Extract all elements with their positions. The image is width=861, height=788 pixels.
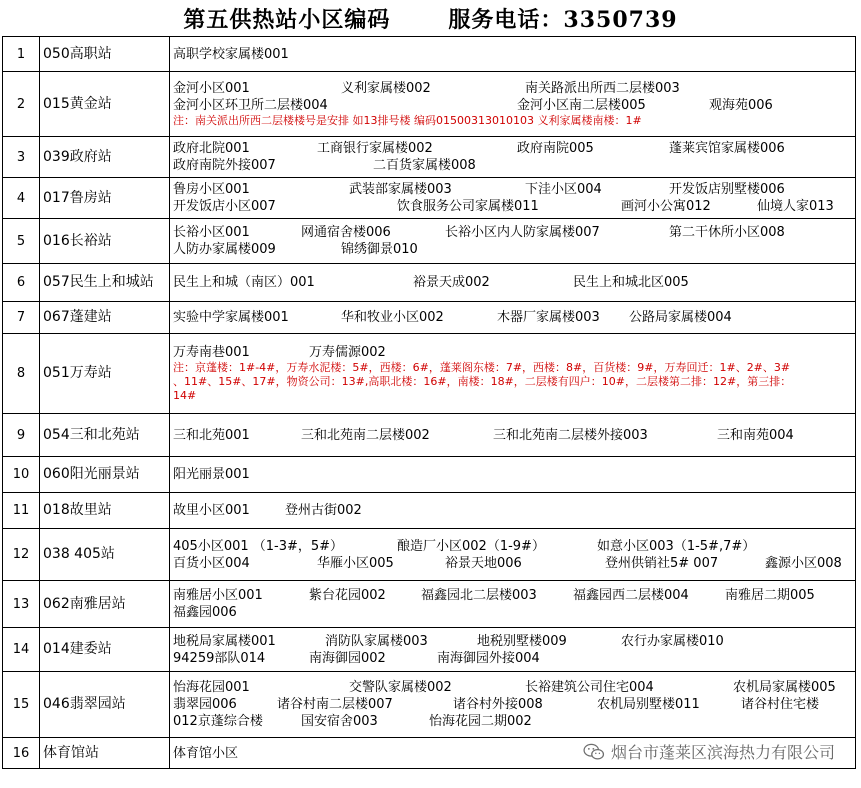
community-entry: 万寿南巷001 — [173, 345, 250, 360]
community-entry: 第二干休所小区008 — [669, 225, 785, 240]
community-entry: 下洼小区004 — [525, 182, 602, 197]
community-cell — [170, 581, 856, 628]
table-row — [3, 72, 856, 137]
community-entry: 金河小区南二层楼005 — [517, 98, 646, 113]
community-entry: 开发饭店别墅楼006 — [669, 182, 785, 197]
table-row — [3, 457, 856, 493]
page-title — [0, 0, 861, 36]
community-entry: 消防队家属楼003 — [325, 633, 428, 649]
community-entry: 义利家属楼002 — [341, 81, 431, 96]
community-entry: 网通宿舍楼006 — [301, 225, 391, 240]
community-entry: 工商银行家属楼002 — [317, 141, 433, 156]
row-number: 6 — [3, 264, 40, 302]
note-text: 注：南关派出所西二层楼楼号是安排 如13排号楼 编码01500313010103 义利家属楼南楼：1# — [173, 114, 642, 127]
community-entry: 福鑫园006 — [173, 605, 237, 620]
community-cell — [170, 529, 856, 581]
community-entry: 三和北苑南二层楼外接003 — [493, 427, 648, 443]
row-number: 15 — [3, 672, 40, 738]
community-entry: 诸谷村外接008 — [453, 697, 543, 712]
watermark — [583, 740, 835, 763]
community-entry: 二百货家属楼008 — [373, 158, 476, 173]
station-name: 016长裕站 — [40, 219, 170, 264]
community-cell — [170, 414, 856, 457]
community-entry: 诸谷村住宅楼 — [741, 697, 820, 712]
note-text: 注：京蓬楼：1#-4#，万寿水泥楼：5#，西楼：6#，蓬莱阁东楼：7#，西楼：8#，百货楼：9#，万寿回迁：1#、2#、3# — [173, 361, 791, 374]
row-number: 16 — [3, 738, 40, 769]
community-entry: 地税局家属楼001 — [173, 633, 276, 649]
row-number: 13 — [3, 581, 40, 628]
row-number: 12 — [3, 529, 40, 581]
table-row — [3, 37, 856, 72]
table-row — [3, 414, 856, 457]
watermark-text: 烟台市蓬莱区滨海热力有限公司 — [610, 743, 835, 762]
community-cell — [170, 72, 856, 137]
community-entry: 南雅居小区001 — [173, 588, 263, 603]
community-cell — [170, 37, 856, 72]
community-entry: 华和牧业小区002 — [341, 310, 444, 325]
station-name: 062南雅居站 — [40, 581, 170, 628]
community-entry: 国安宿舍003 — [301, 714, 378, 729]
service-phone: 服务电话：3350739 — [448, 6, 678, 33]
community-entry: 长裕建筑公司住宅004 — [525, 680, 654, 695]
station-name: 067蓬建站 — [40, 302, 170, 334]
community-cell — [170, 334, 856, 414]
community-entry: 万寿儒源002 — [309, 345, 386, 360]
community-entry: 仙境人家013 — [757, 199, 834, 214]
community-entry: 政府北院001 — [173, 141, 250, 156]
community-cell — [170, 457, 856, 493]
station-name: 046翡翠园站 — [40, 672, 170, 738]
community-entry: 裕景天成002 — [413, 275, 490, 290]
community-entry: 南雅居二期005 — [725, 588, 815, 603]
title-left: 第五供热站小区编码 — [183, 6, 391, 33]
table-row — [3, 302, 856, 334]
community-entry: 南海御园外接004 — [437, 650, 540, 666]
row-number: 5 — [3, 219, 40, 264]
community-entry: 登州供销社5# 007 — [605, 555, 719, 571]
community-entry: 饮食服务公司家属楼011 — [397, 199, 539, 214]
community-cell — [170, 137, 856, 178]
station-name: 050高职站 — [40, 37, 170, 72]
community-entry: 福鑫园北二层楼003 — [421, 588, 537, 603]
community-entry: 405小区001 （1-3#，5#） — [173, 538, 344, 554]
community-entry: 政府南院外接007 — [173, 158, 276, 173]
community-cell — [170, 178, 856, 219]
community-entry: 酿造厂小区002（1-9#） — [397, 538, 545, 554]
community-entry: 华雁小区005 — [317, 555, 394, 571]
table-row — [3, 178, 856, 219]
community-code-table — [2, 36, 856, 769]
community-entry: 故里小区001 — [173, 503, 250, 518]
community-cell — [170, 302, 856, 334]
community-entry: 三和北苑南二层楼002 — [301, 427, 430, 443]
row-number: 10 — [3, 457, 40, 493]
community-entry: 长裕小区内人防家属楼007 — [445, 225, 600, 240]
community-entry: 裕景天地006 — [445, 555, 522, 571]
row-number: 8 — [3, 334, 40, 414]
row-number: 14 — [3, 628, 40, 672]
table-row — [3, 137, 856, 178]
station-name: 051万寿站 — [40, 334, 170, 414]
row-number: 3 — [3, 137, 40, 178]
community-entry: 金河小区环卫所二层楼004 — [173, 98, 328, 113]
community-entry: 012京蓬综合楼 — [173, 714, 263, 729]
station-name: 039政府站 — [40, 137, 170, 178]
community-cell — [170, 672, 856, 738]
station-name: 060阳光丽景站 — [40, 457, 170, 493]
community-entry: 蓬莱宾馆家属楼006 — [669, 141, 785, 156]
community-entry: 民生上和城（南区）001 — [173, 275, 315, 290]
table-row — [3, 628, 856, 672]
community-entry: 诸谷村南二层楼007 — [277, 697, 393, 712]
table-row — [3, 581, 856, 628]
table-row — [3, 264, 856, 302]
community-entry: 长裕小区001 — [173, 225, 250, 240]
community-cell — [170, 628, 856, 672]
community-entry: 怡海花园二期002 — [429, 714, 532, 729]
community-entry: 三和南苑004 — [717, 427, 794, 443]
community-entry: 翡翠园006 — [173, 697, 237, 712]
community-entry: 如意小区003（1-5#,7#） — [597, 538, 756, 554]
community-entry: 金河小区001 — [173, 81, 250, 96]
community-entry: 鲁房小区001 — [173, 182, 250, 197]
community-entry: 高职学校家属楼001 — [173, 46, 289, 62]
community-entry: 体育馆小区 — [173, 745, 239, 761]
community-entry: 南海御园002 — [309, 650, 386, 666]
station-name: 014建委站 — [40, 628, 170, 672]
row-number: 1 — [3, 37, 40, 72]
station-name: 015黄金站 — [40, 72, 170, 137]
table-row — [3, 219, 856, 264]
community-entry: 政府南院005 — [517, 141, 594, 156]
row-number: 11 — [3, 493, 40, 529]
community-entry: 木器厂家属楼003 — [497, 310, 600, 325]
community-entry: 地税别墅楼009 — [477, 633, 567, 649]
station-name: 054三和北苑站 — [40, 414, 170, 457]
table-row — [3, 493, 856, 529]
community-cell — [170, 219, 856, 264]
community-cell — [170, 264, 856, 302]
row-number: 7 — [3, 302, 40, 334]
community-entry: 农机局家属楼005 — [733, 680, 836, 695]
row-number: 2 — [3, 72, 40, 137]
table-row — [3, 529, 856, 581]
station-name: 体育馆站 — [40, 738, 170, 769]
community-entry: 民生上和城北区005 — [573, 275, 689, 290]
community-entry: 交警队家属楼002 — [349, 680, 452, 695]
community-entry: 登州古街002 — [285, 503, 362, 518]
community-entry: 鑫源小区008 — [765, 555, 842, 571]
community-entry: 开发饭店小区007 — [173, 199, 276, 214]
community-entry: 公路局家属楼004 — [629, 310, 732, 325]
community-entry: 农行办家属楼010 — [621, 633, 724, 649]
community-entry: 94259部队014 — [173, 650, 266, 666]
community-entry: 福鑫园西二层楼004 — [573, 588, 689, 603]
community-entry: 三和北苑001 — [173, 427, 250, 443]
row-number: 9 — [3, 414, 40, 457]
community-entry: 紫台花园002 — [309, 588, 386, 603]
community-entry: 实验中学家属楼001 — [173, 310, 289, 325]
community-entry: 武装部家属楼003 — [349, 182, 452, 197]
community-entry: 农机局别墅楼011 — [597, 697, 700, 712]
row-number: 4 — [3, 178, 40, 219]
wechat-icon — [583, 743, 605, 761]
community-entry: 锦绣御景010 — [341, 242, 418, 257]
station-name: 038 405站 — [40, 529, 170, 581]
community-entry: 观海苑006 — [709, 98, 773, 113]
community-entry: 人防办家属楼009 — [173, 242, 276, 257]
note-text: 14# — [173, 389, 197, 402]
station-name: 018故里站 — [40, 493, 170, 529]
station-name: 017鲁房站 — [40, 178, 170, 219]
community-entry: 怡海花园001 — [173, 680, 250, 695]
community-entry: 南关路派出所西二层楼003 — [525, 81, 680, 96]
community-cell — [170, 493, 856, 529]
note-text: 、11#、15#、17#，物资公司：13#,高职北楼：16#，南楼：18#，二层楼有四户：10#，二层楼第二排：12#，第三排： — [173, 375, 792, 388]
table-row — [3, 672, 856, 738]
community-entry: 百货小区004 — [173, 555, 250, 571]
station-name: 057民生上和城站 — [40, 264, 170, 302]
community-entry: 阳光丽景001 — [173, 467, 250, 482]
community-entry: 画河小公寓012 — [621, 199, 711, 214]
table-row — [3, 334, 856, 414]
